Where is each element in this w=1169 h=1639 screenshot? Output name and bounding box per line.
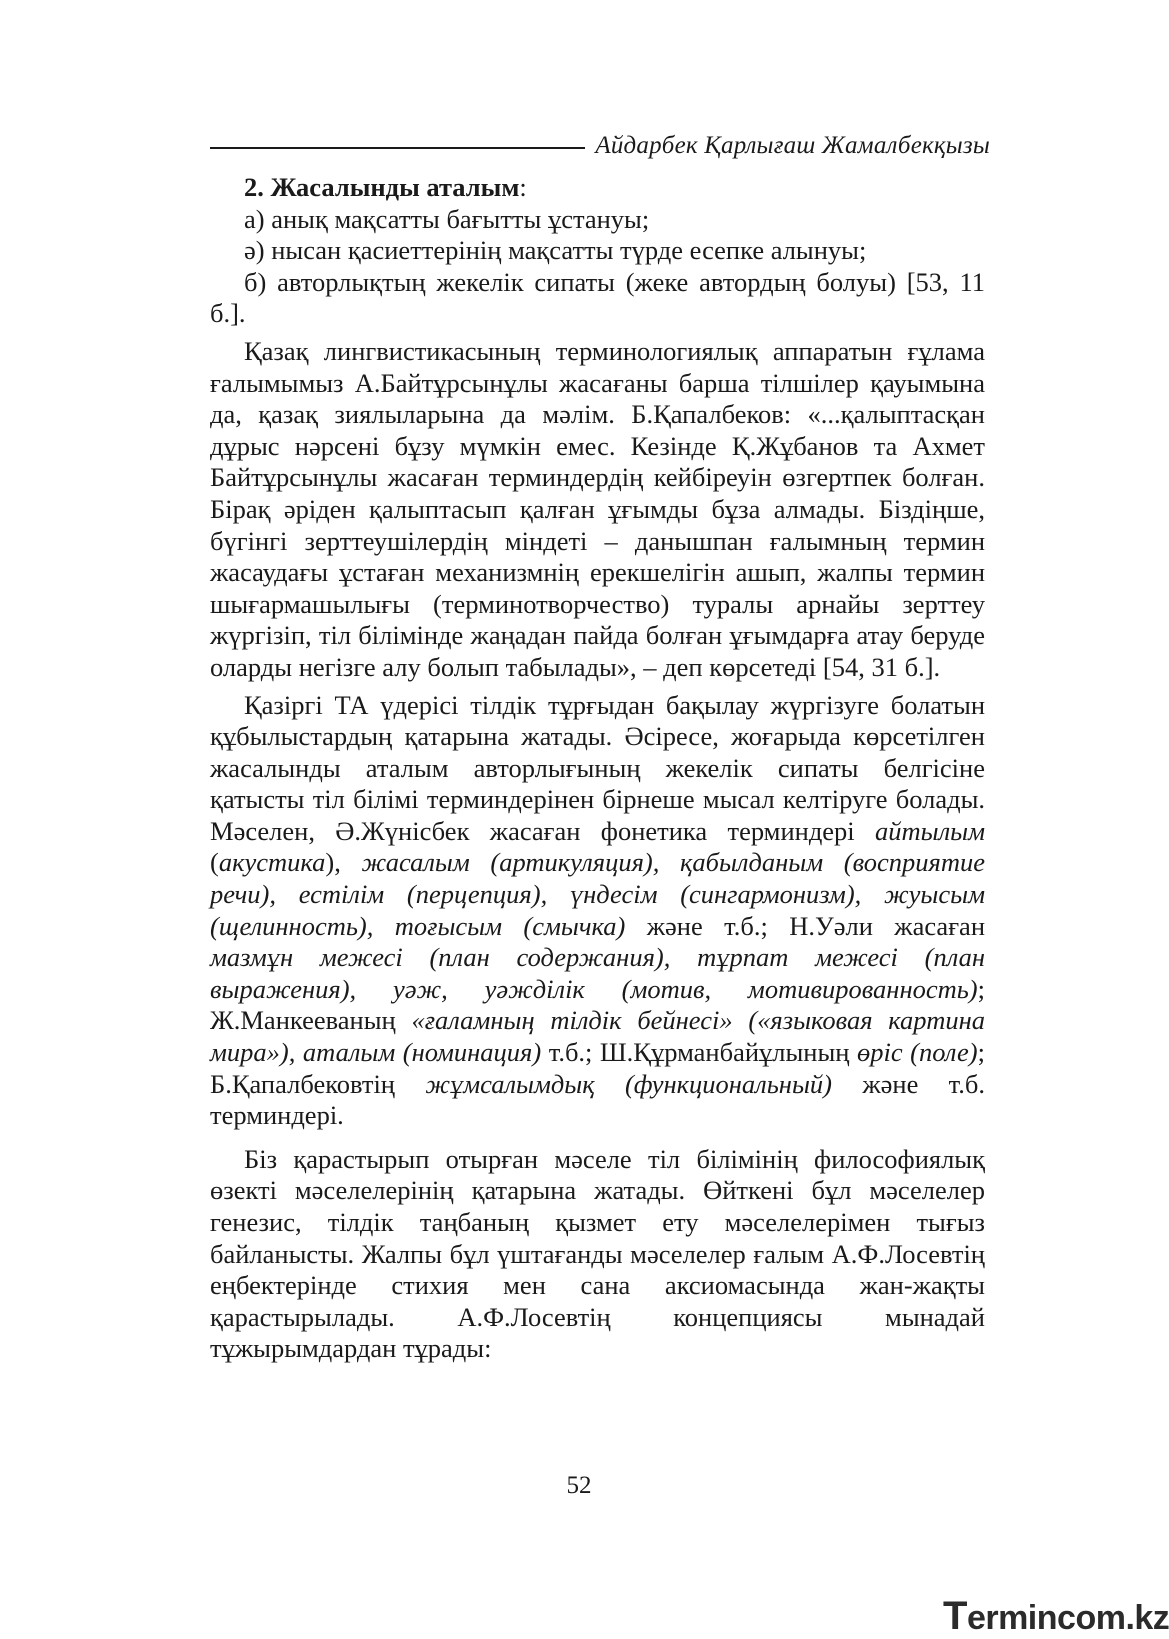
list-item-b: б) авторлықтың жекелік сипаты (жеке автордың болуы) [53, 11 б.].: [210, 266, 985, 329]
paragraph-2-text: және т.б. терминдері.: [210, 1068, 985, 1131]
watermark-text-part1: erminc: [966, 1599, 1076, 1637]
page-number: 52: [566, 1472, 592, 1499]
list-item-a: а) анық мақсатты бағытты ұстануы;: [244, 203, 650, 234]
running-header: [210, 132, 990, 160]
section-heading-colon: :: [519, 172, 527, 202]
site-watermark-logo: [943, 1594, 1169, 1639]
italic-term: «ғаламның тілдік бейнесі» («языковая картина мира»), аталым (номинация): [210, 1005, 985, 1068]
section-heading: [210, 172, 985, 204]
list-item-ae: ә) нысан қасиеттерінің мақсатты түрде есепке алынуы;: [244, 235, 867, 266]
italic-term: акустика: [218, 847, 326, 878]
section-heading-bold: 2. Жасалынды аталым: [244, 172, 520, 202]
paragraph-2-text: ; Б.Қапалбековтің: [210, 1037, 985, 1099]
watermark-text-o: o: [1075, 1599, 1096, 1637]
italic-term: жасалым (артикуляция), қабылданым (восприятие речи), естілім (перцепция), үндесім (сингармонизм), жуысым (щелинность), тоғысым (смычка): [210, 847, 986, 941]
paragraph-3: Біз қарастырып отырған мәселе тіл білімінің философиялық өзекті мәселелерінің қатарына жатады. Өйткені бұл мәселелер генезис, тілдік таңбаның қызмет ету мәселелерімен тығыз байланысты. Жалпы бұл үштағанды мәселелер ғалым А.Ф.Лосевтің еңбектерінде стихия мен сана аксиомасында жан-жақты қарастырылады. А.Ф.Лосевтің концепциясы мынадай тұжырымдардан тұрады:: [210, 1143, 985, 1364]
italic-term: айтылым: [875, 815, 985, 846]
header-author: Айдарбек Қарлығаш Жамалбекқызы: [595, 132, 990, 159]
italic-term: жұмсалымдық (функциональный): [425, 1068, 832, 1099]
paragraph-2-text: ),: [325, 847, 362, 878]
header-rule: [210, 147, 585, 149]
paragraph-2-text: (: [210, 847, 219, 878]
italic-term: мазмұн межесі (план содержания), тұрпат межесі (план выражения), уәж, уәжділік (мотив, мотивированность): [210, 942, 985, 1004]
paragraph-2-text: Қазіргі ТА үдерісі тілдік тұрғыдан бақылау жүргізуге болатын құбылыстардың қатарына жатады. Әсіресе, жоғарыда көрсетілген жасалынды аталым авторлығының жекелік сипаты белгісіне қатысты тіл білімі терминдерінен бірнеше мысал келтіруге болады. Мәселен, Ә.Жүнісбек жасаған фонетика терминдері: [210, 689, 985, 846]
watermark-letter-t: T: [943, 1594, 967, 1638]
paragraph-2: [210, 690, 985, 1132]
paragraph-2-text: және т.б.; Н.Уәли жасаған: [625, 910, 986, 941]
paragraph-2-text: ; Ж.Манкееваның: [210, 973, 985, 1036]
paragraph-1: Қазақ лингвистикасының терминологиялық аппаратын ғұлама ғалымымыз А.Байтұрсынұлы жасағаны барша тілшілер қауымына да, қазақ зиялыларына да мәлім. Б.Қапалбеков: «...қалыптасқан дұрыс нәрсені бұзу мүмкін емес. Кезінде Қ.Жұбанов та Ахмет Байтұрсынұлы жасаған терминдердің кейбіреуін өзгертпек болған. Бірақ әріден қалыптасып қалған ұғымды бұза алмады. Біздіңше, бүгінгі зерттеушілердің міндеті – данышпан ғалымның термин жасаудағы ұстаған механизмнің ерекшелігін ашып, жалпы термин шығармашылығы (терминотворчество) туралы арнайы зерттеу жүргізіп, тіл білімінде жаңадан пайда болған ұғымдарға атау беруде оларды негізге алу болып табылады», – деп көрсетеді [54, 31 б.].: [210, 335, 985, 682]
italic-term: өріс (поле): [857, 1037, 978, 1068]
paragraph-2-text: т.б.; Ш.Құрманбайұлының: [541, 1037, 857, 1068]
page-body: [210, 172, 985, 1365]
watermark-text-part2: m.kz: [1095, 1599, 1169, 1637]
